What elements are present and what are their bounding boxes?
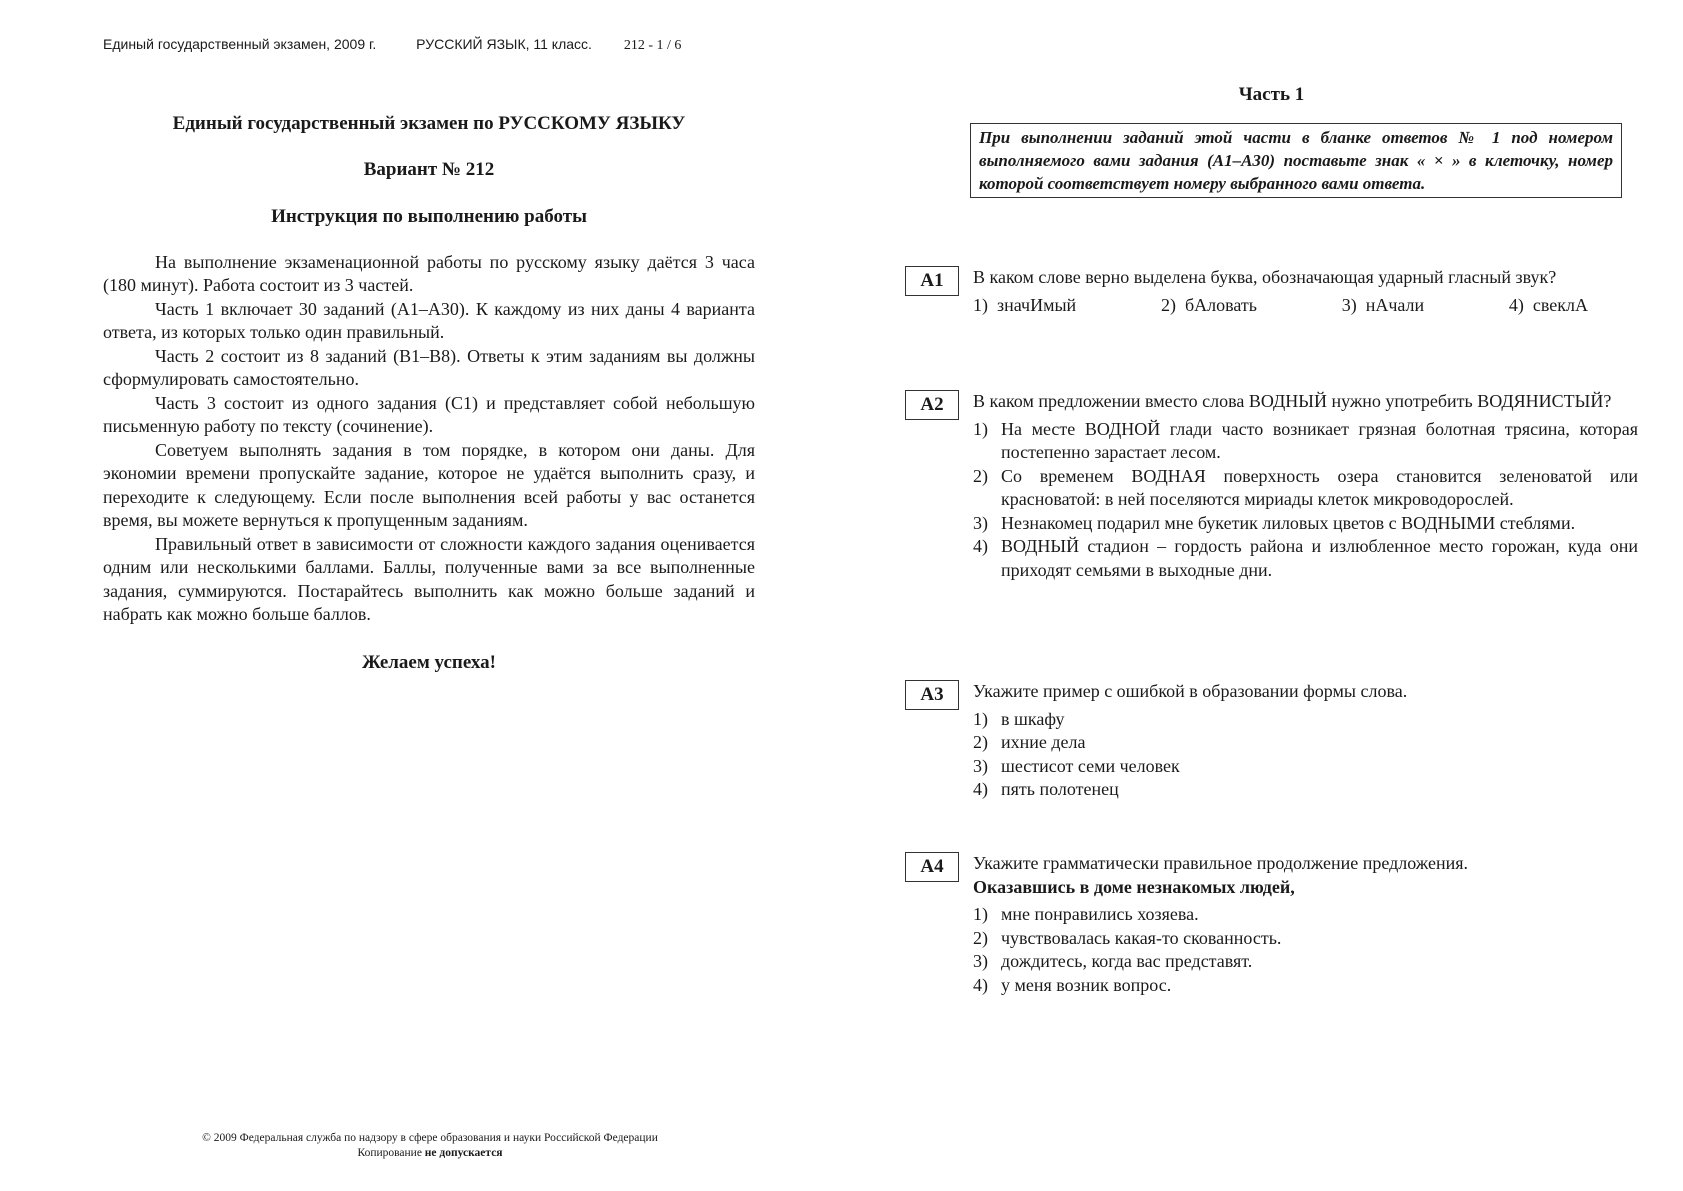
option-number: 1) [973,294,988,315]
copy-notice-bold: не допускается [424,1147,503,1159]
header-subject: РУССКИЙ ЯЗЫК, 11 класс. [416,36,592,52]
instructions-paragraph: Советуем выполнять задания в том порядке, в котором они даны. Для экономии времени пропускайте задание, которое не удаётся выполнить сразу, и переходите к следующему. Если после выполнения всей работы у вас останется время, вы можете вернуться к пропущенным заданиям. [103,439,755,530]
task-question: Укажите пример с ошибкой в образовании формы слова. [973,681,1408,701]
option-number: 4) [973,536,988,556]
exam-title: Единый государственный экзамен по РУССКОМУ ЯЗЫКУ [172,113,686,134]
option-text: Со временем ВОДНАЯ поверхность озера становится зеленоватой или красноватой: в ней поселяются мириады клеток микроводорослей. [1001,465,1638,509]
answer-option[interactable] [973,903,1638,927]
option-number: 1) [973,418,988,439]
option-text: На месте ВОДНОЙ глади часто возникает грязная болотная трясина, которая постепенно зарастает лесом. [1001,418,1638,462]
option-text: шестисот семи человек [1001,755,1180,776]
task-a3 [905,680,1638,802]
option-text: в шкафу [1001,708,1065,729]
task-label: А3 [905,680,959,710]
task-question: В каком слове верно выделена буква, обозначающая ударный гласный звук? [973,267,1557,287]
header-page-number: 212 - 1 / 6 [623,38,682,53]
option-text: бАловать [1184,294,1257,315]
option-number: 3) [1341,294,1357,315]
task-sentence-start: Оказавшись в доме незнакомых людей, [973,876,1295,897]
answer-option[interactable] [973,418,1638,465]
answer-options [973,708,1638,802]
option-number: 4) [973,974,988,995]
answer-option[interactable] [973,465,1638,512]
option-text: мне понравились хозяева. [1001,904,1199,924]
instructions-column [103,112,755,674]
option-text: у меня возник вопрос. [1001,974,1172,995]
answer-option[interactable] [973,731,1638,755]
option-text: дождитесь, когда вас представят. [1001,951,1253,971]
copy-notice [165,1146,695,1161]
option-number: 3) [973,512,988,533]
instructions-paragraph: Часть 3 состоит из одного задания (С1) и представляет собой небольшую письменную работу по тексту (сочинение). [103,392,755,436]
option-number: 2) [973,465,988,486]
answer-option[interactable] [1342,294,1424,318]
option-text: Незнакомец подарил мне букетик лиловых цветов с ВОДНЫМИ стеблями. [1001,512,1576,533]
copyright-footer [165,1131,695,1161]
option-number: 4) [1508,294,1524,315]
variant-title: Вариант № 212 [363,158,495,180]
answer-option[interactable] [973,974,1638,998]
answer-option[interactable] [973,950,1638,974]
task-label: А2 [905,390,959,420]
task-question: Укажите грамматически правильное продолжение предложения. [973,853,1469,873]
option-text: свеклА [1532,294,1588,315]
copyright-line: © 2009 Федеральная служба по надзору в сфере образования и науки Российской Федерации [202,1132,658,1144]
answer-option[interactable] [973,294,1076,318]
instructions-paragraph: Часть 1 включает 30 заданий (А1–А30). К каждому из них даны 4 варианта ответа, из которых только один правильный. [103,298,755,342]
answer-option[interactable] [973,708,1638,732]
option-text: пять полотенец [1001,779,1119,799]
option-number: 1) [973,708,988,729]
header-exam: Единый государственный экзамен, 2009 г. [103,36,377,52]
option-number: 2) [973,927,988,948]
answer-option[interactable] [973,778,1638,802]
instructions-paragraph: Правильный ответ в зависимости от сложности каждого задания оценивается одним или несколькими баллами. Баллы, полученные вами за все выполненные задания, суммируются. Постарайтесь выполнить как можно больше заданий и набрать как можно больше баллов. [103,533,755,624]
instructions-title: Инструкция по выполнению работы [271,206,587,227]
answer-option[interactable] [973,927,1638,951]
answer-option[interactable] [973,512,1638,536]
instructions-paragraph: На выполнение экзаменационной работы по русскому языку даётся 3 часа (180 минут). Работа состоит из 3 частей. [103,251,755,295]
task-a2 [905,390,1638,582]
task-label: А1 [905,266,959,296]
task-a4 [905,852,1638,997]
option-text: значИмый [997,294,1077,315]
option-number: 3) [973,755,988,776]
option-number: 2) [973,732,988,752]
option-text: чувствовалась какая-то скованность. [1001,927,1282,948]
option-number: 1) [973,904,988,924]
page-header [103,36,681,54]
option-text: нАчали [1365,294,1425,315]
option-text: ихние дела [1001,732,1086,752]
task-question: В каком предложении вместо слова ВОДНЫЙ нужно употребить ВОДЯНИСТЫЙ? [973,391,1612,411]
answer-options [973,903,1638,997]
instructions-paragraph: Часть 2 состоит из 8 заданий (В1–В8). Ответы к этим заданиям вы должны сформулировать самостоятельно. [103,345,755,389]
option-number: 2) [1160,294,1176,315]
option-number: 4) [973,779,988,799]
part-title: Часть 1 [1238,84,1305,105]
part-instructions-box: При выполнении заданий этой части в бланке ответов № 1 под номером выполняемого вами задания (А1–А30) поставьте знак « × » в клеточку, номер которой соответствует номеру выбранного вами ответа. [970,123,1622,198]
answer-option[interactable] [973,755,1638,779]
answer-option[interactable] [1161,294,1257,318]
task-a1 [905,266,1638,317]
task-label: А4 [905,852,959,882]
answer-options [973,418,1638,583]
good-luck-text: Желаем успеха! [362,651,496,673]
option-text: ВОДНЫЙ стадион – гордость района и излюбленное место горожан, куда они приходят семьями в выходные дни. [1001,536,1638,580]
copy-notice-prefix: Копирование [357,1147,425,1159]
option-number: 3) [973,951,988,971]
answer-option[interactable] [973,535,1638,582]
answer-option[interactable] [1509,294,1588,318]
answer-options [973,294,1638,318]
